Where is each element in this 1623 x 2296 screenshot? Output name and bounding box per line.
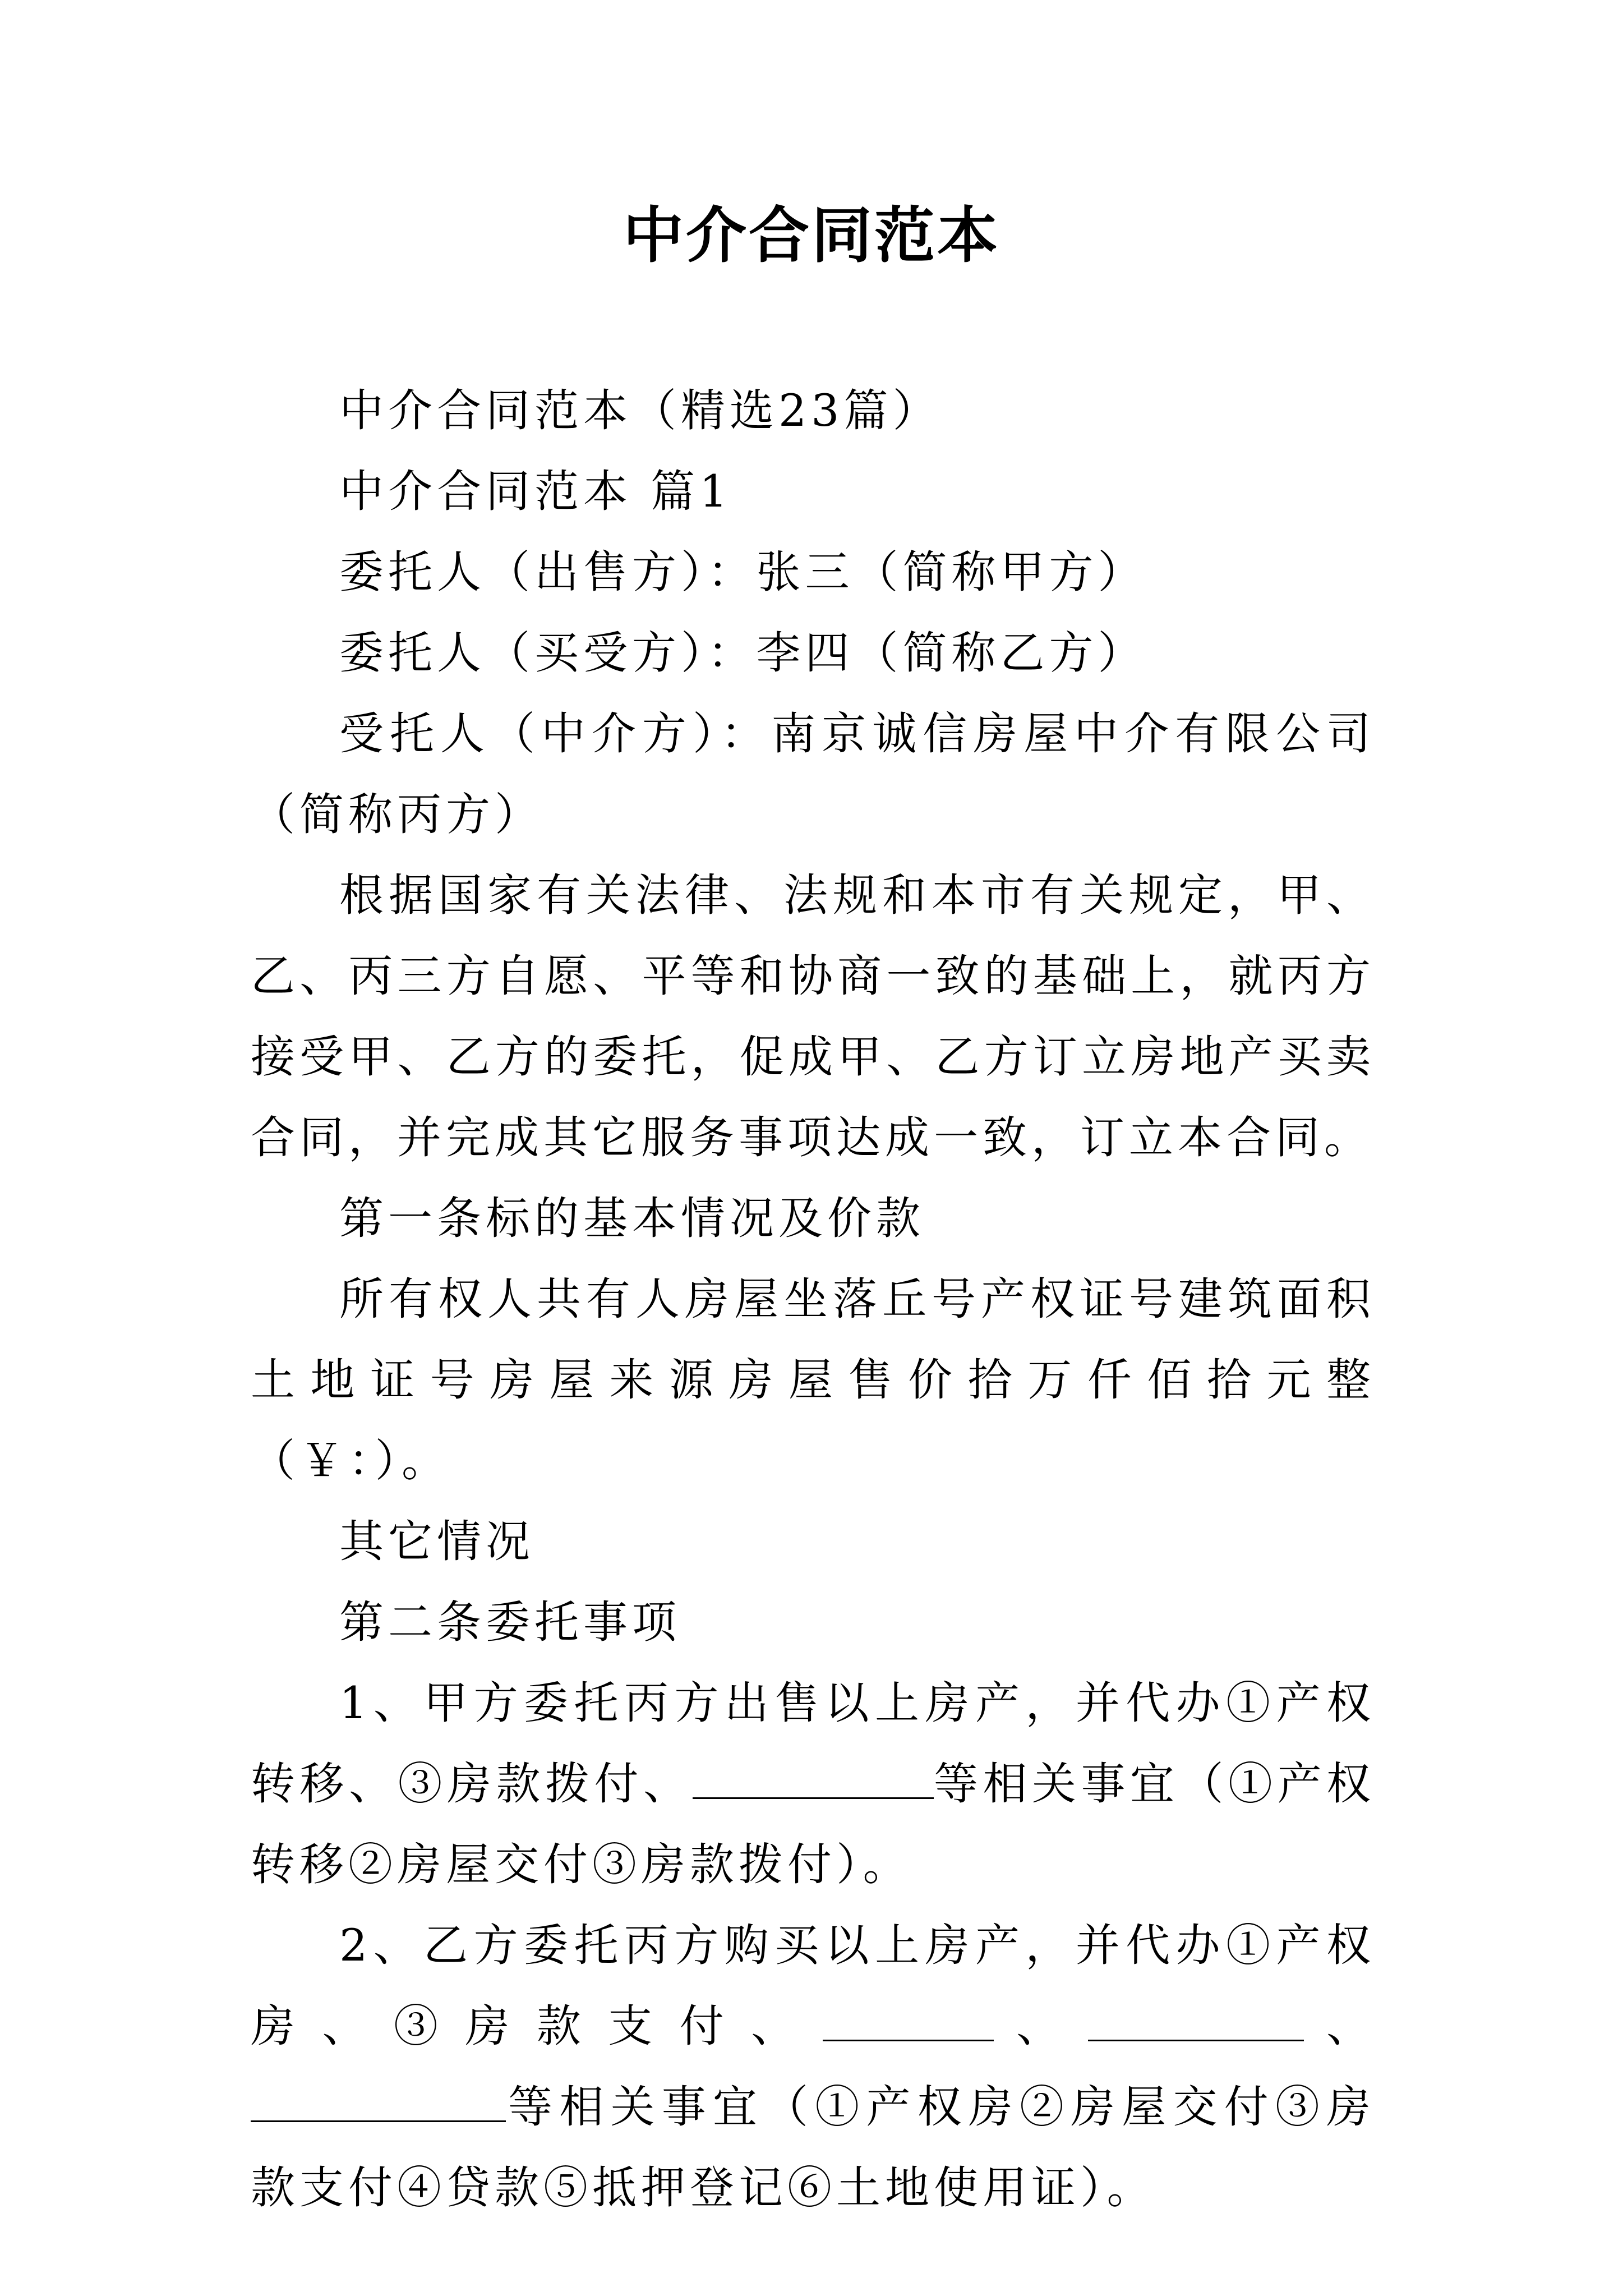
item2-blank-1 [823, 2000, 994, 2041]
item2-paragraph [251, 1905, 1375, 2228]
item2-blank-2 [1088, 2000, 1304, 2041]
item2-separator-1: 、 [993, 2000, 1088, 2052]
item1-text-start: 1、甲方委托丙方出售以上房产，并代办①产权转移、③房款拨付、 [251, 1677, 1375, 1810]
other-situation-line: 其它情况 [339, 1516, 534, 1567]
item1-paragraph [251, 1663, 1375, 1905]
preamble-paragraph: 根据国家有关法律、法规和本市有关规定，甲、乙、丙三方自愿、平等和协商一致的基础上，就丙方接受甲、乙方的委托，促成甲、乙方订立房地产买卖合同，并完成其它服务事项达成一致，订立本合同。 [251, 869, 1375, 1163]
buyer-line: 委托人（买受方）：李四（简称乙方） [339, 627, 1147, 679]
item2-separator-2: 、 [1303, 2000, 1376, 2052]
document-title: 中介合同范本 [623, 200, 1000, 271]
article1-heading: 第一条标的基本情况及价款 [339, 1193, 925, 1244]
item2-text-start: 2、乙方委托丙方购买以上房产，并代办①产权房、③房款支付、 [251, 1920, 1375, 2052]
item1-text-end: 等相关事宜（①产权转移②房屋交付③房款拨付）。 [251, 1758, 1375, 1890]
seller-line: 委托人（出售方）：张三（简称甲方） [339, 546, 1147, 598]
article2-heading: 第二条委托事项 [339, 1596, 681, 1648]
item2-text-end: 等相关事宜（①产权房②房屋交付③房款支付④贷款⑤抵押登记⑥土地使用证）。 [251, 2081, 1375, 2214]
item1-blank [693, 1758, 934, 1799]
document-body [251, 370, 1375, 2228]
article1-paragraph: 所有权人共有人房屋坐落丘号产权证号建筑面积土地证号房屋来源房屋售价拾万仟佰拾元整（￥：）。 [251, 1273, 1375, 1487]
agent-line: 受托人（中介方）：南京诚信房屋中介有限公司（简称丙方） [251, 708, 1375, 840]
subtitle-line: 中介合同范本（精选23篇） [339, 385, 942, 436]
item2-blank-3 [251, 2081, 506, 2122]
section-heading: 中介合同范本 篇1 [339, 466, 732, 517]
